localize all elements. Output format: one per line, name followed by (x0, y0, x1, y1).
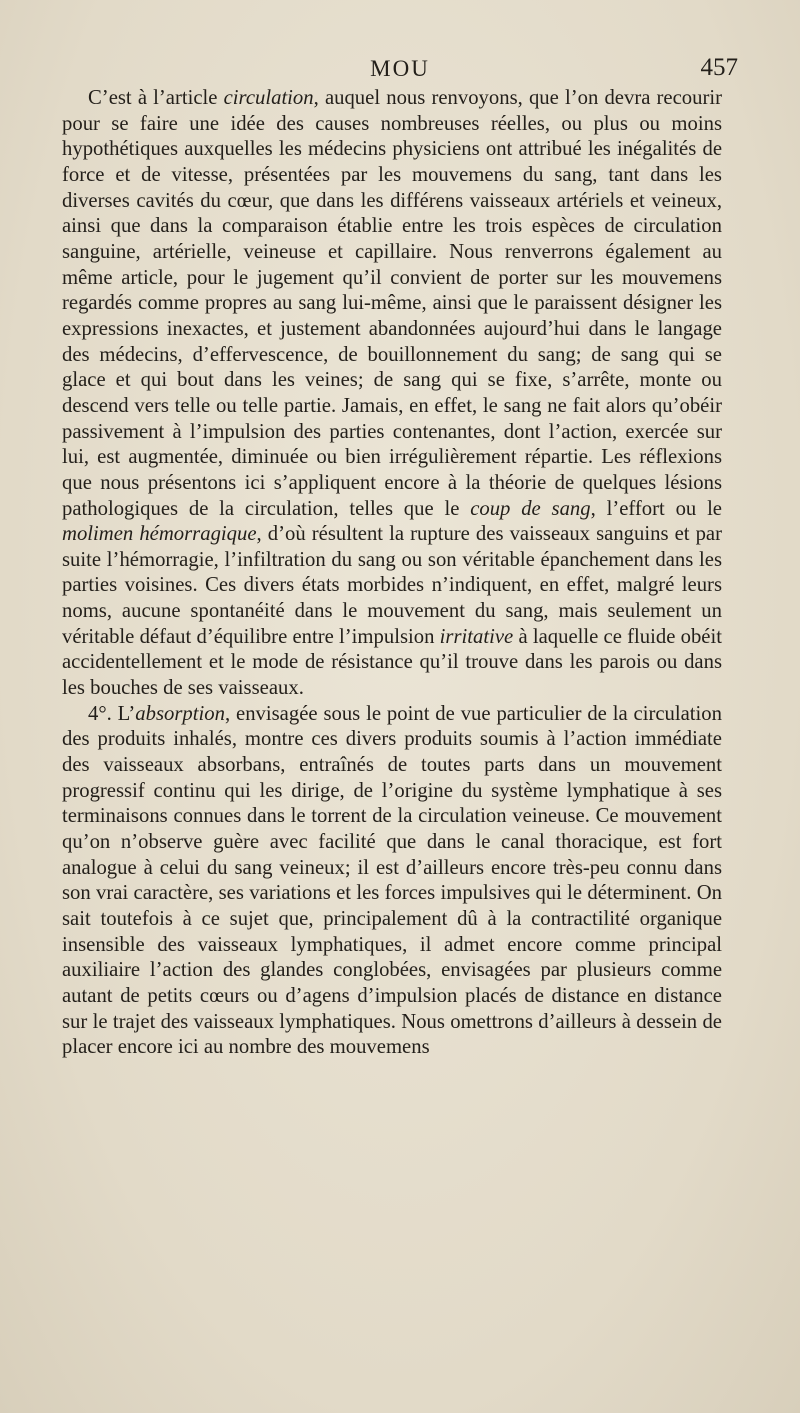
paragraph (62, 702, 722, 1061)
paragraph (62, 86, 722, 702)
text-run: , auquel nous renvoyons, que l’on devra recourir pour se faire une idée des causes nombreuses réelles, ou plus ou moins hypothétiques auxquelles les médecins physiciens ont attribué les inégalités de force et de vitesse, présentées par les mouvemens du sang, tant dans les diverses cavités du cœur, que dans les différens vaisseaux artériels et veineux, ainsi que dans la comparaison établie entre les trois espèces de circulation sanguine, artérielle, veineuse et capillaire. Nous renverrons également au même article, pour le jugement qu’il convient de porter sur les mouvemens regardés comme propres au sang lui-même, ainsi que le paraissent désigner les expressions inexactes, et justement abandonnées aujourd’hui dans le langage des médecins, d’effervescence, de bouillonnement du sang; de sang qui se glace et qui bout dans les veines; de sang qui se fixe, s’arrête, monte ou descend vers telle ou telle partie. Jamais, en effet, le sang ne fait alors qu’obéir passivement à l’impulsion des parties contenantes, dont l’action, exercée sur lui, est augmentée, diminuée ou bien irrégulièrement répartie. Les réflexions que nous présentons ici s’appliquent encore à la théorie de quelques lésions pathologiques de la circulation, telles que le (62, 87, 722, 520)
italic-term: coup de sang (470, 497, 591, 520)
running-title: MOU (370, 56, 430, 81)
body-text (62, 86, 722, 1061)
page-header (62, 50, 738, 90)
text-run: 4°. L’ (88, 702, 136, 725)
italic-term: molimen hémorragique (62, 523, 257, 546)
text-run: , d’où résultent la rupture des vaisseaux sanguins et par suite l’hémorragie, l’infiltration du sang ou son véritable épanchement dans les parties voisines. Ces divers états morbides n’indiquent, en effet, malgré leurs noms, aucune spontanéité dans le mouvement du sang, mais seulement un véritable défaut d’équilibre entre l’impulsion (62, 523, 722, 648)
italic-term: absorption (135, 702, 225, 725)
text-run: à laquelle ce fluide obéit accidentellement et le mode de résistance qu’il trouve dans les parois ou dans les bouches de ses vaisseaux. (62, 625, 722, 700)
text-run: C’est à l’article (88, 87, 224, 109)
page-number: 457 (700, 54, 738, 81)
italic-term: circulation (223, 87, 314, 109)
text-run: , l’effort ou le (590, 497, 722, 520)
text-run: , envisagée sous le point de vue particulier de la circulation des produits inhalés, montre ces divers produits soumis à l’action immédiate des vaisseaux absorbans, entraînés de toutes parts dans un mouvement progressif continu qui les dirige, de l’origine du système lymphatique à ses terminaisons connues dans le torrent de la circulation veineuse. Ce mouvement qu’on n’observe guère avec facilité que dans le canal thoracique, est fort analogue à celui du sang veineux; il est d’ailleurs encore très-peu connu dans son vrai caractère, ses variations et les forces impulsives qui le déterminent. On sait toutefois à ce sujet que, principalement dû à la contractilité organique insensible des vaisseaux lymphatiques, il admet encore comme principal auxiliaire l’action des glandes conglobées, envisagées par plusieurs comme autant de petits cœurs ou d’agens d’impulsion placés de distance en distance sur le trajet des vaisseaux lymphatiques. Nous omettrons d’ailleurs à dessein de placer encore ici au nombre des mouvemens (62, 702, 722, 1059)
italic-term: irritative (439, 625, 514, 648)
